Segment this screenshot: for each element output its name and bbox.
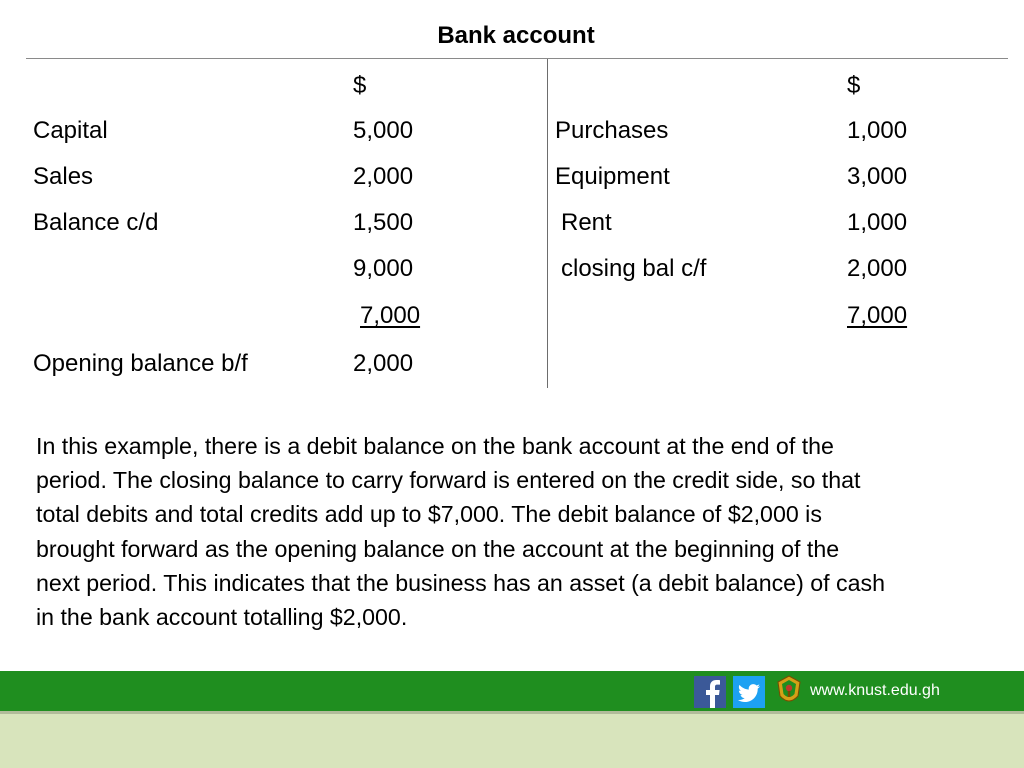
- explanation-paragraph: [36, 429, 996, 634]
- knust-crest-icon: [776, 674, 802, 708]
- paragraph-line: in the bank account totalling $2,000.: [36, 604, 408, 631]
- credit-amount-equipment: 3,000: [847, 163, 908, 190]
- paragraph-line: period. The closing balance to carry forward is entered on the credit side, so that: [36, 467, 861, 494]
- opening-balance-amount: 2,000: [353, 350, 414, 377]
- facebook-icon[interactable]: [694, 676, 726, 708]
- paragraph-line: total debits and total credits add up to $7,000. The debit balance of $2,000 is: [36, 501, 822, 528]
- paragraph-line: next period. This indicates that the business has an asset (a debit balance) of cash: [36, 569, 886, 596]
- debit-total: 7,000: [360, 302, 421, 329]
- credit-amount-purchases: 1,000: [847, 117, 908, 144]
- credit-label-equipment: Equipment: [555, 163, 670, 190]
- credit-amount-closing-bal: 2,000: [847, 255, 908, 282]
- debit-label-balance-cd: Balance c/d: [33, 209, 159, 236]
- t-account-divider: [547, 59, 548, 388]
- credit-label-closing-bal: closing bal c/f: [561, 255, 707, 282]
- debit-label-capital: Capital: [33, 117, 108, 144]
- footer-band: [0, 711, 1024, 768]
- credit-amount-rent: 1,000: [847, 209, 908, 236]
- debit-label-sales: Sales: [33, 163, 94, 190]
- credit-total: 7,000: [847, 302, 908, 329]
- page-title: Bank account: [437, 22, 595, 49]
- debit-amount-row4: 9,000: [353, 255, 414, 282]
- debit-amount-balance-cd: 1,500: [353, 209, 414, 236]
- debit-amount-sales: 2,000: [353, 163, 414, 190]
- paragraph-line: brought forward as the opening balance on the account at the beginning of the: [36, 535, 840, 562]
- paragraph-line: In this example, there is a debit balance on the bank account at the end of the: [36, 433, 834, 459]
- opening-balance-label: Opening balance b/f: [33, 350, 248, 377]
- credit-label-rent: Rent: [561, 209, 612, 236]
- credit-label-purchases: Purchases: [555, 117, 669, 144]
- credit-currency-header: $: [847, 72, 861, 99]
- website-link[interactable]: www.knust.edu.gh: [810, 682, 940, 699]
- debit-amount-capital: 5,000: [353, 117, 414, 144]
- title-rule: [26, 58, 1008, 59]
- twitter-icon[interactable]: [733, 676, 765, 708]
- footer-shadow: [0, 711, 1024, 714]
- debit-currency-header: $: [353, 72, 367, 99]
